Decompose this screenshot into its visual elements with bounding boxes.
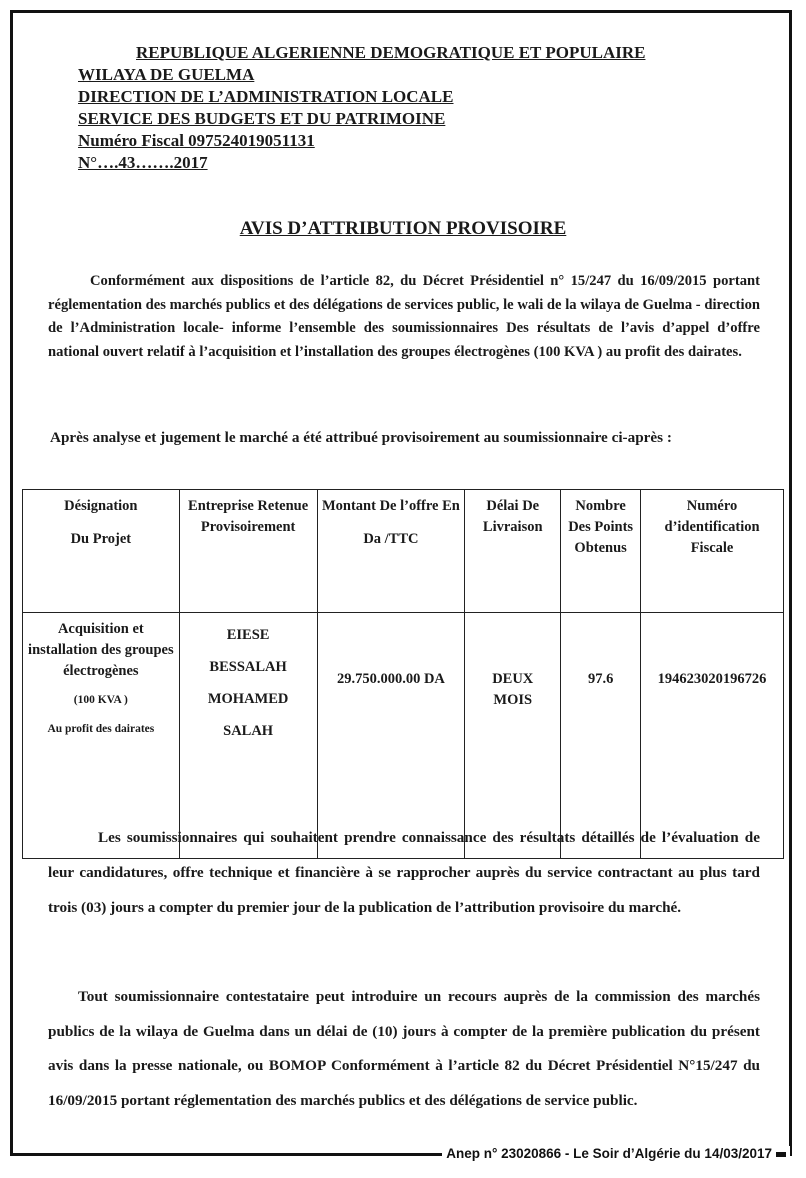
wilaya-line: WILAYA DE GUELMA [78, 65, 255, 84]
header-designation-line1: Désignation [64, 498, 138, 514]
service-line: SERVICE DES BUDGETS ET DU PATRIMOINE [78, 109, 446, 128]
header-montant-line2: Da /TTC [363, 531, 419, 547]
header-montant-line1: Montant De l’offre En [321, 498, 460, 514]
entreprise-line1: EIESE [226, 627, 270, 643]
project-beneficiary: Au profit des dairates [47, 723, 155, 735]
header-montant [317, 490, 465, 613]
entreprise-line4: SALAH [223, 723, 274, 739]
entreprise-line3: MOHAMED [207, 691, 289, 707]
table-header-row [23, 490, 784, 613]
delai-line1: DEUX [492, 671, 534, 687]
header-nif: Numéro d’identification Fiscale [641, 490, 784, 613]
entreprise-line2: BESSALAH [209, 659, 287, 675]
cell-points: 97.6 [561, 613, 641, 859]
header-designation-line2: Du Projet [70, 531, 132, 547]
project-description: Acquisition et installation des groupes électrogènes [28, 621, 174, 679]
issuer-header [78, 42, 645, 174]
reference-number-line: N°….43…….2017 [78, 153, 208, 172]
header-points: Nombre Des Points Obtenus [561, 490, 641, 613]
publication-footer: Anep n° 23020866 - Le Soir d’Algérie du 14/03/2017 [442, 1146, 790, 1161]
header-entreprise: Entreprise Retenue Provisoirement [179, 490, 317, 613]
republic-line: REPUBLIQUE ALGERIENNE DEMOGRATIQUE ET POPULAIRE [136, 43, 646, 62]
attribution-paragraph: Après analyse et jugement le marché a été attribué provisoirement au soumissionnaire ci-après : [50, 429, 672, 446]
header-designation [23, 490, 180, 613]
header-delai: Délai De Livraison [465, 490, 561, 613]
cell-montant: 29.750.000.00 DA [317, 613, 465, 859]
direction-line: DIRECTION DE L’ADMINISTRATION LOCALE [78, 87, 454, 106]
consultation-paragraph: Les soumissionnaires qui souhaitent prendre connaissance des résultats détaillés de l’évaluation de leur candidatures, offre technique et financière à se rapprocher auprès du service contractant au plus tard trois (03) jours a compter du premier jour de la publication de l’attribution provisoire du marché. [48, 829, 760, 916]
cell-nif: 194623020196726 [641, 613, 784, 859]
intro-paragraph: Conformément aux dispositions de l’article 82, du Décret Présidentiel n° 15/247 du 16/09/2015 portant réglementation des marchés publics et des délégations de services public, le wali de la wilaya de Guelma - direction de l’Administration locale- informe l’ensemble des soumissionnaires Des résultats de l’avis d’appel d’offre national ouvert relatif à l’acquisition et l’installation des groupes électrogènes (100 KVA ) au profit des dairates. [48, 273, 760, 360]
appeal-paragraph: Tout soumissionnaire contestataire peut introduire un recours auprès de la commission des marchés publics de la wilaya de Guelma dans un délai de (10) jours à compter de la première publication du présent avis dans la presse nationale, ou BOMOP Conformément à l’article 82 du Décret Présidentiel N°15/247 du 16/09/2015 portant réglementation des marchés publics et des délégations de service public. [48, 988, 760, 1109]
delai-line2: MOIS [493, 692, 533, 708]
notice-title: AVIS D’ATTRIBUTION PROVISOIRE [239, 218, 567, 239]
project-power: (100 KVA ) [73, 694, 128, 706]
fiscal-number-line: Numéro Fiscal 09752401905113​1 [78, 131, 315, 150]
attribution-table [22, 489, 784, 859]
